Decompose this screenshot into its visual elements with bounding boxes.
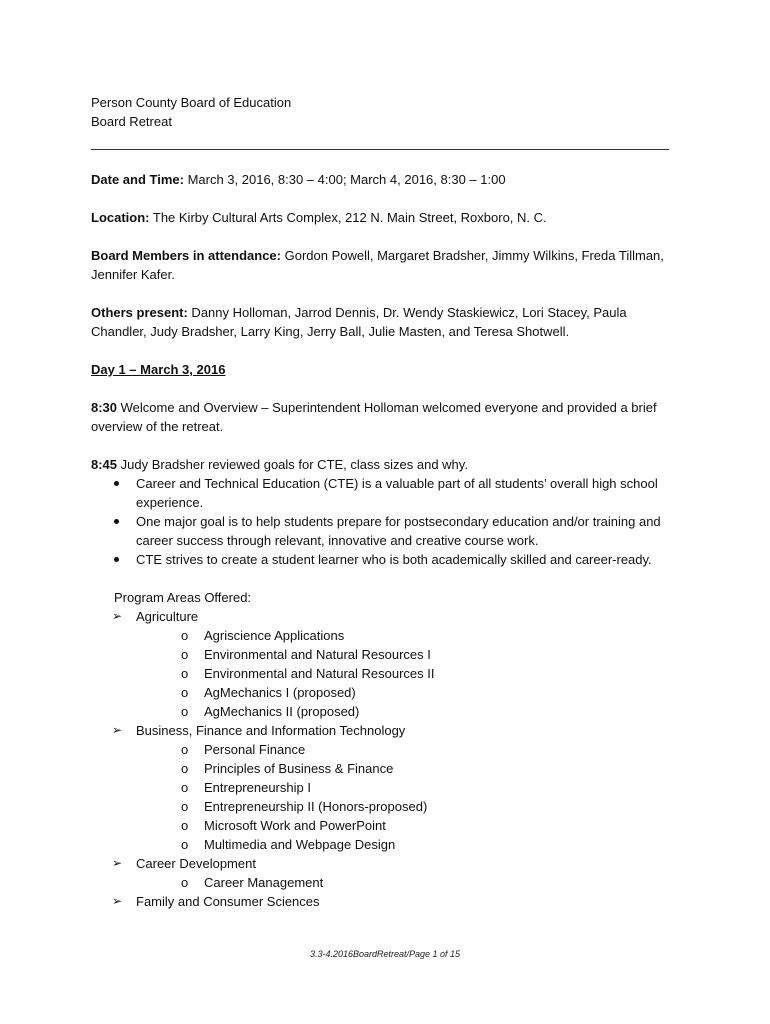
circle-bullet-icon: o [181, 628, 189, 643]
circle-bullet-icon: o [181, 875, 189, 890]
bullet-icon [114, 519, 119, 524]
agenda-time-845: 8:45 [91, 457, 118, 472]
document-title: Board Retreat [91, 114, 172, 129]
agenda-text-845: Judy Bradsher reviewed goals for CTE, class sizes and why. [117, 457, 468, 472]
date-time-line [91, 170, 677, 189]
course-item: o Career Management [181, 875, 324, 890]
others-present-line [91, 303, 677, 341]
list-item: CTE strives to create a student learner who is both academically skilled and career-ready. [91, 550, 677, 569]
arrow-bullet-icon: ➢ [112, 723, 123, 737]
program-area: ➢ Business, Finance and Information Technology [112, 723, 406, 738]
board-members-value: Gordon Powell, Margaret Bradsher, Jimmy Wilkins, Freda Tillman, Jennifer Kafer. [91, 248, 664, 282]
others-present-label: Others present: [91, 305, 188, 320]
program-area: ➢ Career Development [112, 856, 256, 871]
header-divider [91, 149, 669, 150]
page-footer: 3.3-4.2016BoardRetreat/Page 1 of 15 [309, 949, 461, 959]
board-members-line [91, 246, 677, 284]
agenda-item-830 [91, 398, 677, 436]
location-label: Location: [91, 210, 150, 225]
bullet-icon [114, 557, 119, 562]
circle-bullet-icon: o [181, 742, 189, 757]
arrow-bullet-icon: ➢ [112, 894, 123, 908]
others-present-value: Danny Holloman, Jarrod Dennis, Dr. Wendy Staskiewicz, Lori Stacey, Paula Chandler, Judy Bradsher, Larry King, Jerry Ball, Julie Masten, and Teresa Shotwell. [91, 305, 627, 339]
circle-bullet-icon: o [181, 761, 189, 776]
course-item: o Environmental and Natural Resources I [181, 647, 431, 662]
circle-bullet-icon: o [181, 666, 189, 681]
board-members-label: Board Members in attendance: [91, 248, 281, 263]
program-areas-list [91, 607, 677, 911]
org-name: Person County Board of Education [91, 95, 292, 110]
course-item: o AgMechanics I (proposed) [181, 685, 356, 700]
course-item: o Microsoft Work and PowerPoint [181, 818, 386, 833]
course-item: o Entrepreneurship I [181, 780, 311, 795]
program-area: ➢ Family and Consumer Sciences [112, 894, 320, 909]
arrow-bullet-icon: ➢ [112, 609, 123, 623]
circle-bullet-icon: o [181, 647, 189, 662]
circle-bullet-icon: o [181, 704, 189, 719]
circle-bullet-icon: o [181, 799, 189, 814]
course-item: o Personal Finance [181, 742, 306, 757]
course-item: o Multimedia and Webpage Design [181, 837, 396, 852]
date-time-value: March 3, 2016, 8:30 – 4:00; March 4, 2016, 8:30 – 1:00 [183, 172, 506, 187]
course-item: o Entrepreneurship II (Honors-proposed) [181, 799, 428, 814]
day1-heading: Day 1 – March 3, 2016 [91, 362, 226, 377]
list-item: One major goal is to help students prepare for postsecondary education and/or training and career success through relevant, innovative and creative course work. [91, 512, 677, 550]
document-page [91, 93, 677, 911]
circle-bullet-icon: o [181, 780, 189, 795]
course-item: o AgMechanics II (proposed) [181, 704, 360, 719]
agenda-text-830: Welcome and Overview – Superintendent Holloman welcomed everyone and provided a brief overview of the retreat. [91, 400, 657, 434]
location-line [91, 208, 677, 227]
course-item: o Environmental and Natural Resources II [181, 666, 435, 681]
program-areas-heading: Program Areas Offered: [114, 590, 252, 605]
list-item: Career and Technical Education (CTE) is a valuable part of all students’ overall high school experience. [91, 474, 677, 512]
course-item: o Agriscience Applications [181, 628, 345, 643]
program-area: ➢ Agriculture [112, 609, 199, 624]
cte-goals-list [91, 474, 677, 569]
agenda-item-845 [91, 455, 677, 474]
course-item: o Principles of Business & Finance [181, 761, 394, 776]
circle-bullet-icon: o [181, 818, 189, 833]
arrow-bullet-icon: ➢ [112, 856, 123, 870]
bullet-icon [114, 481, 119, 486]
circle-bullet-icon: o [181, 685, 189, 700]
date-time-label: Date and Time: [91, 172, 184, 187]
circle-bullet-icon: o [181, 837, 189, 852]
location-value: The Kirby Cultural Arts Complex, 212 N. Main Street, Roxboro, N. C. [149, 210, 547, 225]
agenda-time-830: 8:30 [91, 400, 118, 415]
